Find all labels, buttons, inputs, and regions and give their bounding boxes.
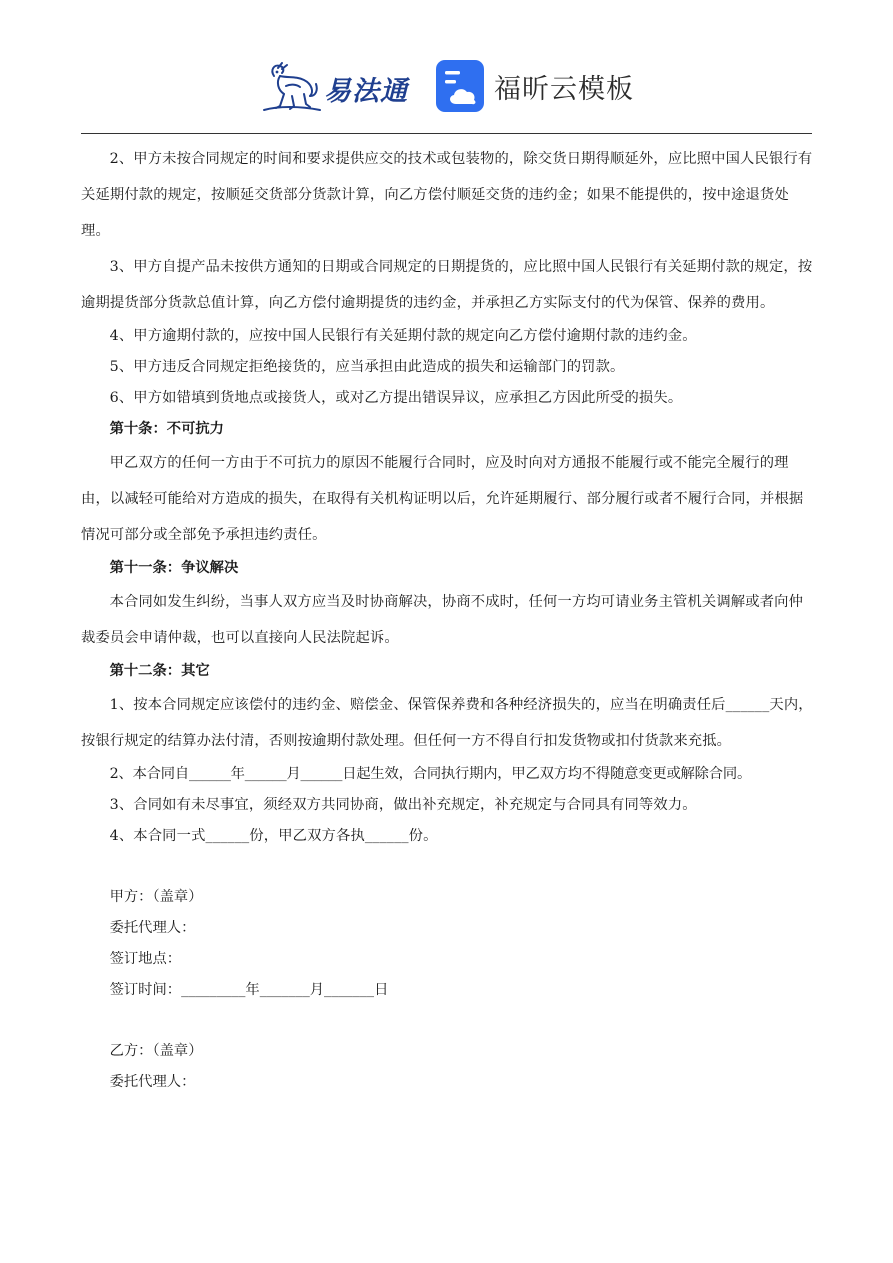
- clause-11-text: 本合同如发生纠纷，当事人双方应当及时协商解决，协商不成时，任何一方均可请业务主管机关调解或者向仲裁委员会申请仲裁，也可以直接向人民法院起诉。: [81, 594, 804, 646]
- clause-9-item-5: 5、甲方违反合同规定拒绝接货的，应当承担由此造成的损失和运输部门的罚款。: [109, 359, 625, 375]
- clause-12-item-3: 3、合同如有未尽事宜，须经双方共同协商，做出补充规定，补充规定与合同具有同等效力。: [109, 797, 697, 813]
- clause-12-item-2: 2、本合同自______年______月______日起生效，合同执行期内，甲乙双方均不得随意变更或解除合同。: [109, 766, 752, 782]
- party-a-agent: 委托代理人：: [109, 920, 196, 936]
- clause-9-item-3: 3、甲方自提产品未按供方通知的日期或合同规定的日期提货的，应比照中国人民银行有关延期付款的规定，按逾期提货部分货款总值计算，向乙方偿付逾期提货的违约金，并承担乙方实际支付的代为保管、保养的费用。: [81, 259, 813, 311]
- party-a-label: 甲方：（盖章）: [109, 889, 203, 905]
- header-divider: [81, 133, 812, 134]
- yifatong-logo-text: 易法通: [324, 75, 408, 107]
- party-b-agent: 委托代理人：: [109, 1074, 196, 1090]
- signing-place: 签订地点：: [109, 951, 182, 967]
- fuxin-logo: [436, 60, 634, 112]
- qilin-icon: [260, 62, 322, 114]
- party-b-label: 乙方：（盖章）: [109, 1043, 203, 1059]
- clause-12-item-4: 4、本合同一式______份，甲乙双方各执______份。: [109, 828, 438, 844]
- spacer: [81, 1006, 816, 1036]
- clause-9-item-2: 2、甲方未按合同规定的时间和要求提供应交的技术或包装物的，除交货日期得顺延外，应比照中国人民银行有关延期付款的规定，按顺延交货部分货款计算，向乙方偿付顺延交货的违约金；如果不能提供的，按中途退货处理。: [81, 151, 813, 239]
- clause-12-heading: 第十二条：其它: [109, 663, 210, 679]
- cloud-document-icon: [436, 60, 484, 112]
- clause-10-text: 甲乙双方的任何一方由于不可抗力的原因不能履行合同时，应及时向对方通报不能履行或不能完全履行的理由，以减轻可能给对方造成的损失，在取得有关机构证明以后，允许延期履行、部分履行或者不履行合同，并根据情况可部分或全部免予承担违约责任。: [81, 455, 804, 543]
- fuxin-logo-text: 福昕云模板: [494, 73, 634, 105]
- clause-10-heading: 第十条：不可抗力: [109, 421, 224, 437]
- spacer: [81, 852, 816, 882]
- yifatong-logo: [260, 62, 408, 114]
- document-body: [81, 141, 816, 1098]
- clause-11-heading: 第十一条：争议解决: [109, 560, 239, 576]
- signing-time: 签订时间：_________年_______月_______日: [109, 982, 389, 998]
- clause-12-item-1: 1、按本合同规定应该偿付的违约金、赔偿金、保管保养费和各种经济损失的，应当在明确责任后______天内，按银行规定的结算办法付清，否则按逾期付款处理。但任何一方不得自行扣发货物或扣付货款来充抵。: [81, 697, 813, 749]
- clause-9-item-6: 6、甲方如错填到货地点或接货人，或对乙方提出错误异议，应承担乙方因此所受的损失。: [109, 390, 683, 406]
- clause-9-item-4: 4、甲方逾期付款的，应按中国人民银行有关延期付款的规定向乙方偿付逾期付款的违约金。: [109, 328, 697, 344]
- page-header: [0, 56, 893, 126]
